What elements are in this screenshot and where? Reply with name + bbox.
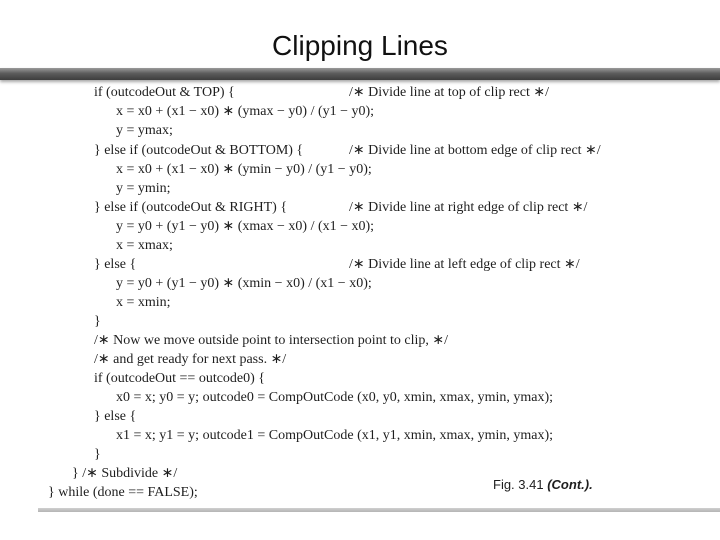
figure-suffix: (Cont.).	[547, 477, 593, 492]
bottom-rule	[38, 508, 720, 512]
figure-caption	[493, 477, 593, 492]
code-line: if (outcodeOut == outcode0) {	[94, 371, 266, 386]
code-comment: /∗ Divide line at left edge of clip rect ∗/	[349, 257, 580, 272]
code-listing	[0, 84, 720, 500]
slide-title: Clipping Lines	[272, 30, 448, 61]
code-line: } else if (outcodeOut & BOTTOM) {	[94, 143, 304, 158]
code-line: y = ymax;	[116, 123, 173, 138]
code-comment-line: /∗ Now we move outside point to intersection point to clip, ∗/	[94, 333, 448, 348]
code-comment-line: /∗ and get ready for next pass. ∗/	[94, 352, 287, 367]
code-line: if (outcodeOut & TOP) {	[94, 85, 235, 100]
code-line: y = ymin;	[116, 181, 171, 196]
code-line: } else {	[94, 409, 137, 424]
code-line: x = xmax;	[116, 238, 173, 253]
code-comment: /∗ Divide line at top of clip rect ∗/	[349, 85, 549, 100]
title-rule	[0, 68, 720, 80]
code-line: x = xmin;	[116, 295, 171, 310]
code-comment: /∗ Divide line at right edge of clip rect ∗/	[349, 200, 588, 215]
code-line: }	[94, 447, 101, 462]
code-line: y = y0 + (y1 − y0) ∗ (xmin − x0) / (x1 − x0);	[116, 276, 372, 291]
code-line: } /∗ Subdivide ∗/	[72, 466, 178, 481]
code-line: } while (done == FALSE);	[48, 485, 198, 500]
code-line: x = x0 + (x1 − x0) ∗ (ymin − y0) / (y1 − y0);	[116, 162, 372, 177]
code-line: x1 = x; y1 = y; outcode1 = CompOutCode (x1, y1, xmin, xmax, ymin, ymax);	[116, 428, 554, 443]
code-line: y = y0 + (y1 − y0) ∗ (xmax − x0) / (x1 − x0);	[116, 219, 375, 234]
code-line: }	[94, 314, 101, 329]
code-line: x = x0 + (x1 − x0) ∗ (ymax − y0) / (y1 − y0);	[116, 104, 375, 119]
code-comment: /∗ Divide line at bottom edge of clip rect ∗/	[349, 143, 601, 158]
code-line: x0 = x; y0 = y; outcode0 = CompOutCode (x0, y0, xmin, xmax, ymin, ymax);	[116, 390, 554, 405]
figure-label: Fig. 3.41	[493, 477, 544, 492]
code-line: } else if (outcodeOut & RIGHT) {	[94, 200, 288, 215]
code-line: } else {	[94, 257, 137, 272]
